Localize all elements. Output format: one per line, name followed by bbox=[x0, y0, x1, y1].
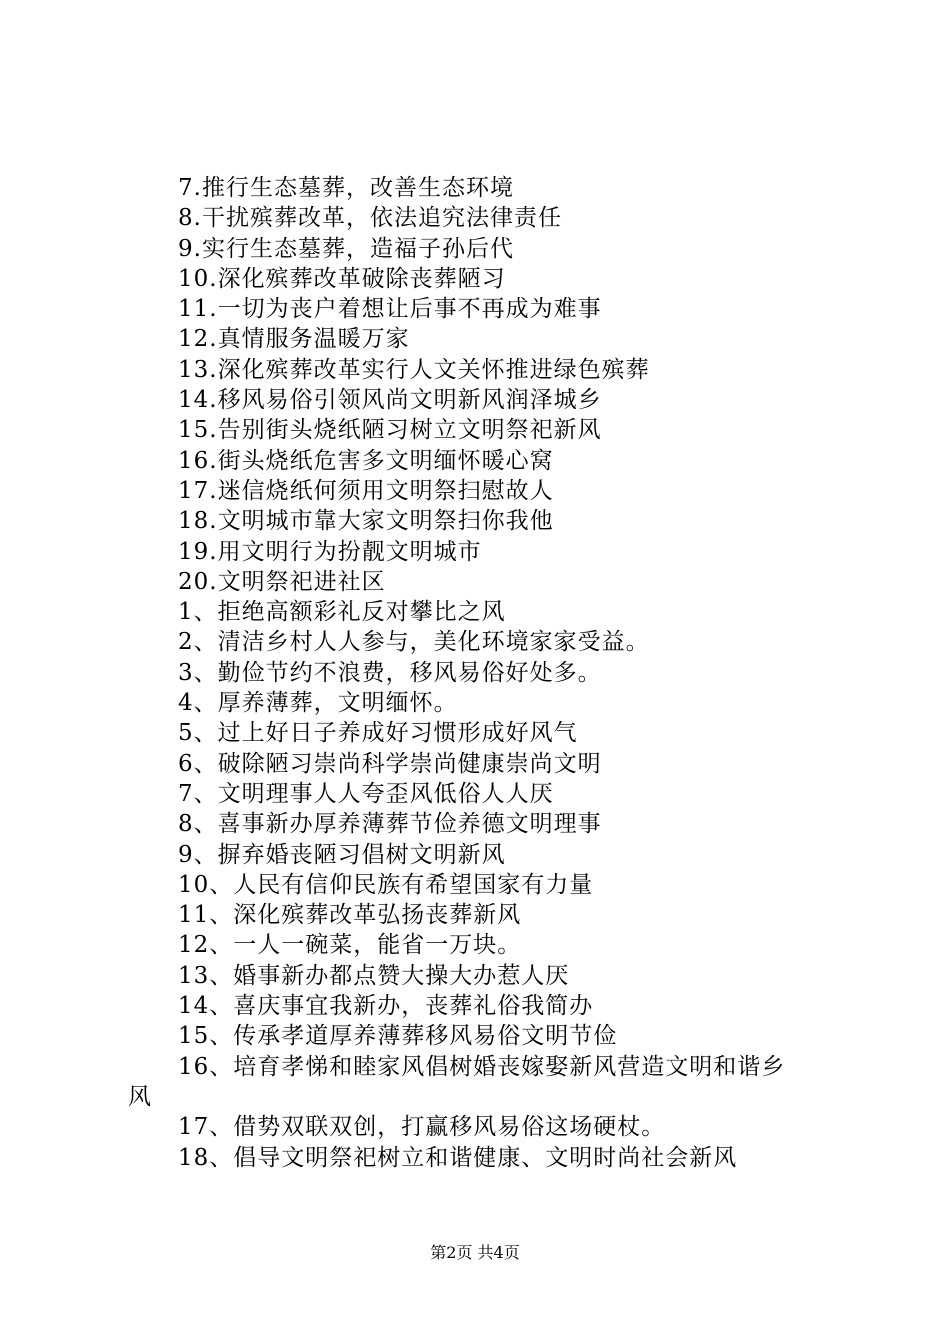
list-item-wrapped: 16、培育孝悌和睦家风倡树婚丧嫁娶新风营造文明和谐乡 bbox=[178, 1053, 786, 1080]
list-item: 11、深化殡葬改革弘扬丧葬新风 bbox=[178, 902, 522, 929]
list-item: 13、婚事新办都点赞大操大办惹人厌 bbox=[178, 962, 570, 989]
list-item: 17、借势双联双创，打赢移风易俗这场硬杖。 bbox=[178, 1114, 666, 1141]
list-item: 2、清洁乡村人人参与，美化环境家家受益。 bbox=[178, 629, 650, 656]
list-item: 17.迷信烧纸何须用文明祭扫慰故人 bbox=[178, 477, 554, 504]
list-item: 12.真情服务温暖万家 bbox=[178, 326, 410, 353]
list-item: 9.实行生态墓葬，造福子孙后代 bbox=[178, 235, 514, 262]
list-item: 18.文明城市靠大家文明祭扫你我他 bbox=[178, 508, 554, 535]
list-item: 6、破除陋习崇尚科学崇尚健康崇尚文明 bbox=[178, 750, 602, 777]
list-item: 14、喜庆事宜我新办，丧葬礼俗我简办 bbox=[178, 993, 594, 1020]
list-item: 15、传承孝道厚养薄葬移风易俗文明节俭 bbox=[178, 1023, 618, 1050]
list-item: 18、倡导文明祭祀树立和谐健康、文明时尚社会新风 bbox=[178, 1144, 738, 1171]
list-item: 1、拒绝高额彩礼反对攀比之风 bbox=[178, 599, 506, 626]
list-item: 19.用文明行为扮靓文明城市 bbox=[178, 538, 482, 565]
list-item: 12、一人一碗菜，能省一万块。 bbox=[178, 932, 522, 959]
list-item: 16.街头烧纸危害多文明缅怀暖心窝 bbox=[178, 447, 554, 474]
list-item: 15.告别街头烧纸陋习树立文明祭祀新风 bbox=[178, 417, 602, 444]
slogan-list bbox=[128, 173, 858, 1173]
list-item-wrapped-continuation: 风 bbox=[128, 1083, 152, 1110]
list-item: 3、勤俭节约不浪费，移风易俗好处多。 bbox=[178, 659, 602, 686]
list-item: 8.干扰殡葬改革，依法追究法律责任 bbox=[178, 205, 562, 232]
page-number-footer: 第2页 共4页 bbox=[430, 1243, 520, 1262]
list-item: 4、厚养薄葬，文明缅怀。 bbox=[178, 690, 458, 717]
list-item: 7、文明理事人人夸歪风低俗人人厌 bbox=[178, 780, 554, 807]
list-item: 13.深化殡葬改革实行人文关怀推进绿色殡葬 bbox=[178, 356, 650, 383]
list-item: 5、过上好日子养成好习惯形成好风气 bbox=[178, 720, 578, 747]
list-item: 11.一切为丧户着想让后事不再成为难事 bbox=[178, 296, 602, 323]
list-item: 9、摒弃婚丧陋习倡树文明新风 bbox=[178, 841, 506, 868]
list-item: 20.文明祭祀进社区 bbox=[178, 568, 386, 595]
list-item: 14.移风易俗引领风尚文明新风润泽城乡 bbox=[178, 387, 602, 414]
list-item: 10、人民有信仰民族有希望国家有力量 bbox=[178, 871, 594, 898]
list-item: 10.深化殡葬改革破除丧葬陋习 bbox=[178, 265, 506, 292]
list-item: 8、喜事新办厚养薄葬节俭养德文明理事 bbox=[178, 811, 602, 838]
list-item: 7.推行生态墓葬，改善生态环境 bbox=[178, 175, 514, 201]
